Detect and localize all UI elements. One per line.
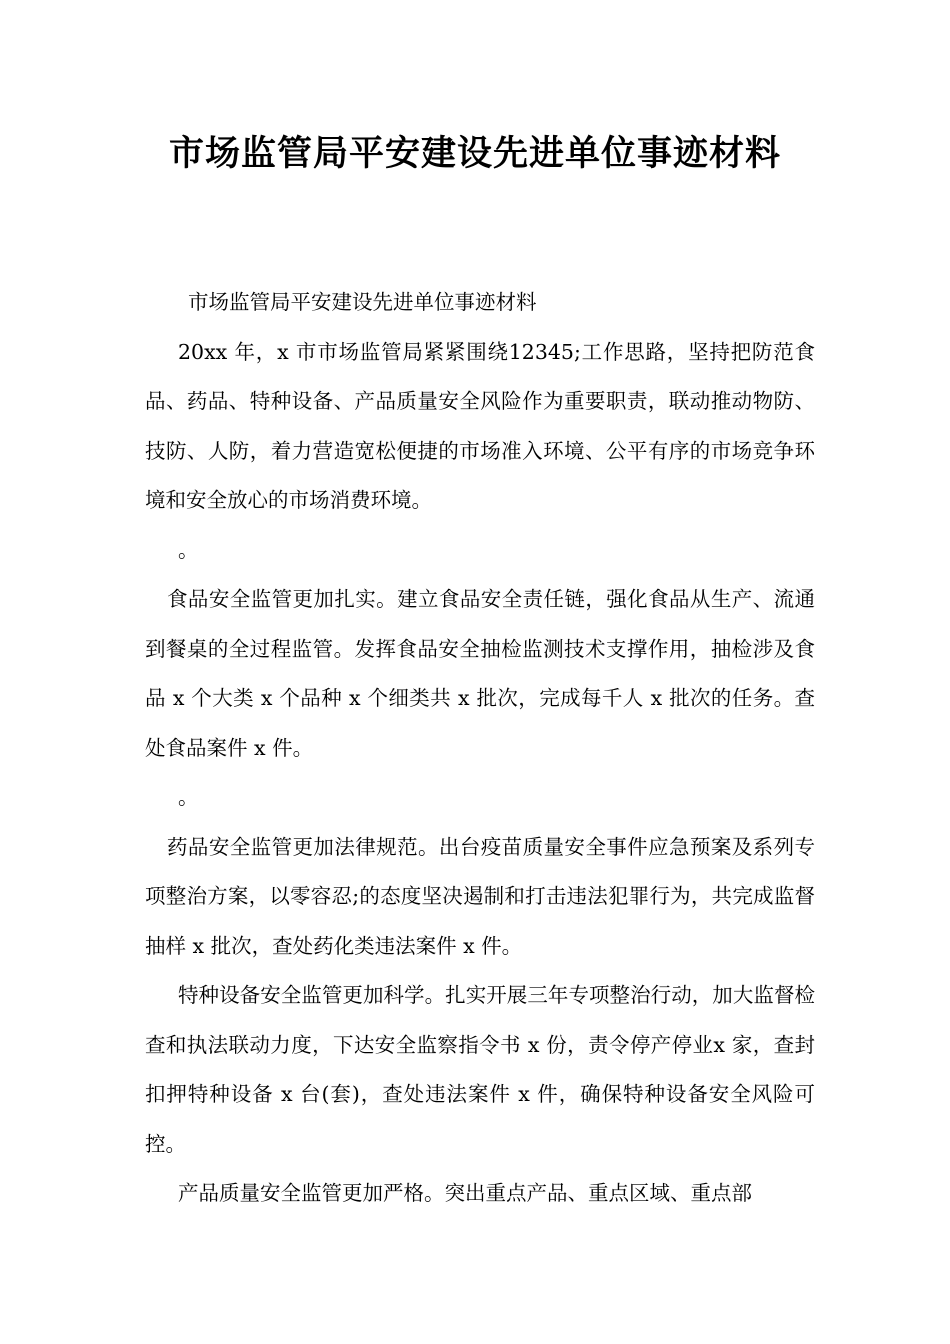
paragraph-food-safety: 食品安全监管更加扎实。建立食品安全责任链，强化食品从生产、流通到餐桌的全过程监管。发挥食品安全抽检监测技术支撑作用，抽检涉及食品 x 个大类 x 个品种 x 个细类共 x 批次，完成每千人 x 批次的任务。查处食品案件 x 件。 xyxy=(145,587,815,760)
paragraph-intro: 20xx 年，x 市市场监管局紧紧围绕12345;工作思路，坚持把防范食品、药品、特种设备、产品质量安全风险作为重要职责，联动推动物防、技防、人防，着力营造宽松便捷的市场准入环境、公平有序的市场竞争环境和安全放心的市场消费环境。 xyxy=(145,339,815,512)
document-body xyxy=(145,278,815,1219)
paragraph-separator: 。 xyxy=(178,537,199,562)
document-title: 市场监管局平安建设先进单位事迹材料 xyxy=(168,134,781,174)
paragraph-drug-safety: 药品安全监管更加法律规范。出台疫苗质量安全事件应急预案及系列专项整治方案，以零容忍;的态度坚决遏制和打击违法犯罪行为，共完成监督抽样 x 批次，查处药化类违法案件 x 件。 xyxy=(145,834,815,958)
paragraph-separator: 。 xyxy=(178,785,199,809)
paragraph-product-quality: 产品质量安全监管更加严格。突出重点产品、重点区域、重点部 xyxy=(178,1181,752,1205)
document-subtitle: 市场监管局平安建设先进单位事迹材料 xyxy=(188,290,537,314)
paragraph-special-equipment: 特种设备安全监管更加科学。扎实开展三年专项整治行动，加大监督检查和执法联动力度，下达安全监察指令书 x 份，责令停产停业x 家，查封扣押特种设备 x 台(套)，查处违法案件 x 件，确保特种设备安全风险可控。 xyxy=(145,983,815,1156)
